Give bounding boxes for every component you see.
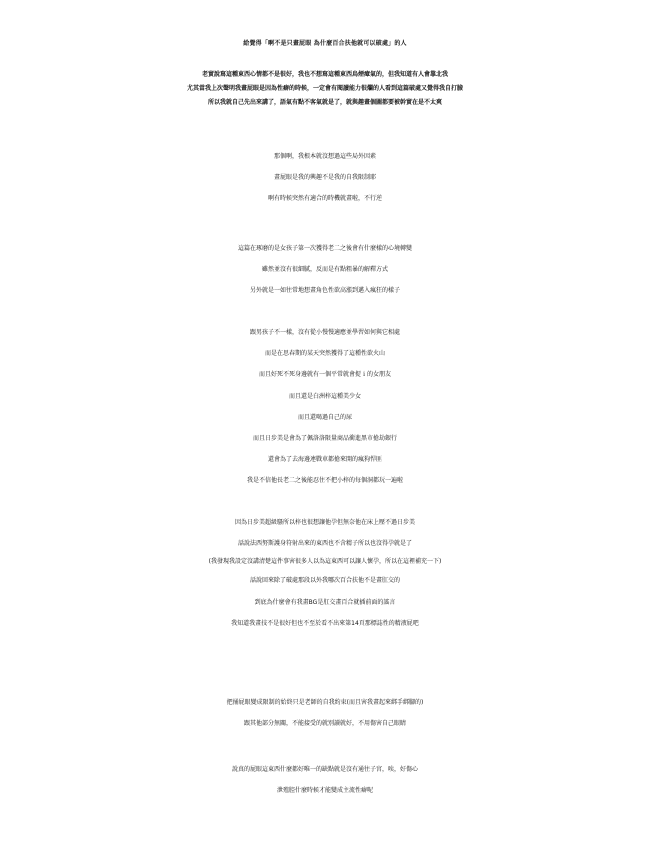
paragraph-3 bbox=[0, 322, 650, 492]
text-line: 因為日步美超級騷所以梓也很想讓他孕但無奈他在床上壓不過日步美 bbox=[234, 519, 415, 526]
intro-line: 老實說寫這種東西心情都不是很好，我也不想寫這種東西烏煙瘴氣的，但我知道有人會靠北我 bbox=[201, 71, 448, 78]
intro-note bbox=[0, 68, 650, 110]
text-line: 而且日步美是會為了佩洛洛限量商品衝進黑市搶劫銀行 bbox=[252, 435, 397, 443]
text-line: 而且還是白洲梓這種美少女 bbox=[288, 392, 361, 400]
page-title: 給覺得「啊不是只畫屁眼 為什麼百合扶他就可以破處」的人 bbox=[243, 40, 407, 47]
paragraph-2 bbox=[0, 238, 650, 302]
text-line: 泄殖腔什麼時候才能變成主流性癖呢 bbox=[276, 787, 373, 795]
text-line: 我是不信他長老二之後能忍住不把小梓的每個洞都玩一遍啦 bbox=[246, 477, 403, 485]
text-line: 跟男孩子不一樣，沒有從小慢慢適應並學習如何與它相處 bbox=[249, 329, 400, 336]
text-line: 說真的屁眼這東西什麼都好唯一的缺點就是沒有通往子宮，唉，好傷心 bbox=[231, 766, 418, 773]
intro-line: 尤其當我上次聲明我畫屁眼是因為性癖的時候，一定會有閱讀能力很爛的人看到這篇破處又覺得我自打臉 bbox=[186, 85, 463, 92]
text-line: 畫屁眼是我的興趣不是我的自我限制耶 bbox=[273, 174, 376, 182]
text-line: 還會為了去海邊連戰車都搶來開的瘋狗悍匪 bbox=[267, 456, 382, 464]
paragraph-5 bbox=[0, 692, 650, 734]
text-line: 另外就是一如往常地想畫角色性欲高漲到邁入瘋狂的樣子 bbox=[249, 287, 400, 295]
text-line: 而是在思春期的某天突然獲得了這種性欲火山 bbox=[264, 350, 385, 358]
text-line: 到底為什麼會有我畫BG是肛交畫百合就插前面的謠言 bbox=[254, 598, 396, 606]
text-line: 那個啊，我根本就沒想過這些局外因素 bbox=[273, 153, 376, 160]
text-line: 話說法西努斯護身符射出來的東西也不含精子所以也沒得孕就是了 bbox=[237, 540, 412, 548]
text-line: 話說回來除了破處那段以外我哪次百合扶他不是畫肛交的 bbox=[249, 577, 400, 585]
paragraph-6 bbox=[0, 759, 650, 801]
text-line: 把捅屁眼變成限制的始終只是老師的自我約束(而且害我畫起來綁手綁腳的) bbox=[226, 699, 424, 706]
text-line: 而且還喝過自己的尿 bbox=[297, 413, 352, 421]
text-line: 而且好死不死身邊就有一個平常就會捉ｉ的女朋友 bbox=[258, 371, 391, 379]
text-line: 啊有時候突然有適合的時機就畫啦，不行逆 bbox=[267, 195, 382, 203]
text-line: 我知道我畫技不是很好但也不至於看不出來第14頁那標誌性的精液屁吧 bbox=[231, 619, 419, 627]
paragraph-4 bbox=[0, 512, 650, 634]
intro-line: 所以我就自己先出來講了，語氣有點不客氣就是了，就與趣畫個圖都要被幹實在是不太爽 bbox=[207, 99, 442, 106]
text-line: 雖然並沒有很細膩，反而是有點粗暴的解釋方式 bbox=[261, 266, 388, 274]
paragraph-1 bbox=[0, 146, 650, 210]
footnote-line: (我發現我設定沒講清楚這件事害很多人以為這東西可以讓人懷孕，所以在這裡補充一下) bbox=[208, 558, 442, 566]
text-line: 跟其他部分無關，不能接受的就別讀就好，不用傷害自己眼睛 bbox=[243, 720, 406, 728]
text-line: 這篇在琢磨的是女孩子第一次獲得老二之後會有什麼樣的心境轉變 bbox=[237, 245, 412, 252]
